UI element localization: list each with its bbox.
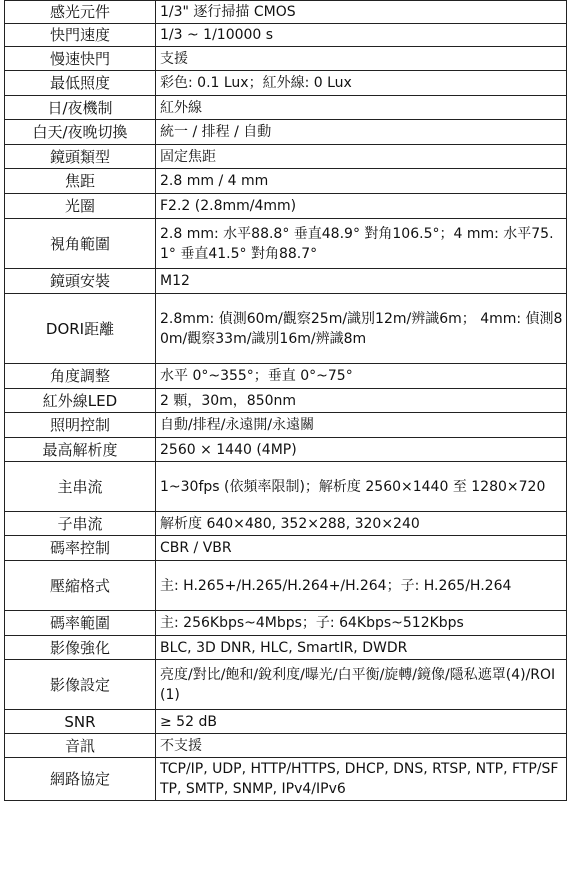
- spec-value: 亮度/對比/飽和/銳利度/曝光/白平衡/旋轉/鏡像/隱私遮罩(4)/ROI(1): [156, 660, 567, 710]
- spec-label: 日/夜機制: [5, 96, 156, 120]
- spec-value: F2.2 (2.8mm/4mm): [156, 194, 567, 219]
- spec-label: 碼率控制: [5, 536, 156, 561]
- spec-label: 碼率範圍: [5, 611, 156, 636]
- spec-value: 主: H.265+/H.265/H.264+/H.264；子: H.265/H.264: [156, 561, 567, 611]
- spec-value: CBR / VBR: [156, 536, 567, 561]
- spec-row: [5, 561, 567, 611]
- spec-value: M12: [156, 269, 567, 294]
- spec-row: [5, 169, 567, 194]
- spec-label: 白天/夜晚切換: [5, 120, 156, 145]
- spec-label: 慢速快門: [5, 47, 156, 71]
- spec-label: 焦距: [5, 169, 156, 194]
- spec-value: BLC, 3D DNR, HLC, SmartIR, DWDR: [156, 636, 567, 660]
- spec-row: [5, 462, 567, 512]
- spec-value: 2.8 mm / 4 mm: [156, 169, 567, 194]
- spec-value: 支援: [156, 47, 567, 71]
- spec-row: [5, 269, 567, 294]
- spec-label: 最高解析度: [5, 438, 156, 462]
- spec-value: 彩色: 0.1 Lux；紅外線: 0 Lux: [156, 71, 567, 96]
- spec-row: [5, 194, 567, 219]
- spec-row: [5, 512, 567, 536]
- spec-row: [5, 660, 567, 710]
- spec-label: 鏡頭安裝: [5, 269, 156, 294]
- spec-row: [5, 294, 567, 364]
- spec-label: 感光元件: [5, 1, 156, 24]
- spec-label: 子串流: [5, 512, 156, 536]
- spec-label: 影像強化: [5, 636, 156, 660]
- spec-value: 自動/排程/永遠開/永遠關: [156, 413, 567, 438]
- spec-label: 照明控制: [5, 413, 156, 438]
- spec-row: [5, 71, 567, 96]
- spec-label: 壓縮格式: [5, 561, 156, 611]
- spec-value: 統一 / 排程 / 自動: [156, 120, 567, 145]
- spec-value: 2.8 mm: 水平88.8° 垂直48.9° 對角106.5°；4 mm: 水平75.1° 垂直41.5° 對角88.7°: [156, 219, 567, 269]
- spec-row: [5, 1, 567, 24]
- spec-value: 解析度 640×480, 352×288, 320×240: [156, 512, 567, 536]
- spec-label: 音訊: [5, 734, 156, 758]
- spec-value: 2.8mm: 偵測60m/觀察25m/識別12m/辨識6m； 4mm: 偵測80m/觀察33m/識別16m/辨識8m: [156, 294, 567, 364]
- spec-label: SNR: [5, 710, 156, 734]
- spec-row: [5, 413, 567, 438]
- spec-label: 影像設定: [5, 660, 156, 710]
- spec-row: [5, 24, 567, 47]
- spec-row: [5, 219, 567, 269]
- spec-row: [5, 611, 567, 636]
- spec-row: [5, 120, 567, 145]
- spec-value: 1/3" 逐行掃描 CMOS: [156, 1, 567, 24]
- spec-value: 固定焦距: [156, 145, 567, 169]
- spec-row: [5, 47, 567, 71]
- spec-label: 視角範圍: [5, 219, 156, 269]
- spec-value: 水平 0°~355°；垂直 0°~75°: [156, 364, 567, 389]
- spec-label: 快門速度: [5, 24, 156, 47]
- spec-row: [5, 758, 567, 801]
- spec-value: ≥ 52 dB: [156, 710, 567, 734]
- spec-row: [5, 438, 567, 462]
- spec-value: 不支援: [156, 734, 567, 758]
- spec-label: DORI距離: [5, 294, 156, 364]
- spec-label: 主串流: [5, 462, 156, 512]
- spec-label: 光圈: [5, 194, 156, 219]
- spec-label: 最低照度: [5, 71, 156, 96]
- spec-value: TCP/IP, UDP, HTTP/HTTPS, DHCP, DNS, RTSP, NTP, FTP/SFTP, SMTP, SNMP, IPv4/IPv6: [156, 758, 567, 801]
- spec-value: 1/3 ~ 1/10000 s: [156, 24, 567, 47]
- spec-table-body: [5, 1, 567, 801]
- spec-value: 2560 × 1440 (4MP): [156, 438, 567, 462]
- spec-value: 2 顆，30m，850nm: [156, 389, 567, 413]
- spec-row: [5, 536, 567, 561]
- spec-value: 主: 256Kbps~4Mbps；子: 64Kbps~512Kbps: [156, 611, 567, 636]
- spec-row: [5, 145, 567, 169]
- spec-row: [5, 734, 567, 758]
- spec-label: 網路協定: [5, 758, 156, 801]
- spec-row: [5, 389, 567, 413]
- spec-table: [4, 0, 567, 801]
- spec-value: 紅外線: [156, 96, 567, 120]
- spec-row: [5, 96, 567, 120]
- spec-row: [5, 636, 567, 660]
- spec-row: [5, 710, 567, 734]
- spec-label: 紅外線LED: [5, 389, 156, 413]
- spec-label: 角度調整: [5, 364, 156, 389]
- spec-row: [5, 364, 567, 389]
- spec-label: 鏡頭類型: [5, 145, 156, 169]
- spec-value: 1~30fps (依頻率限制)；解析度 2560×1440 至 1280×720: [156, 462, 567, 512]
